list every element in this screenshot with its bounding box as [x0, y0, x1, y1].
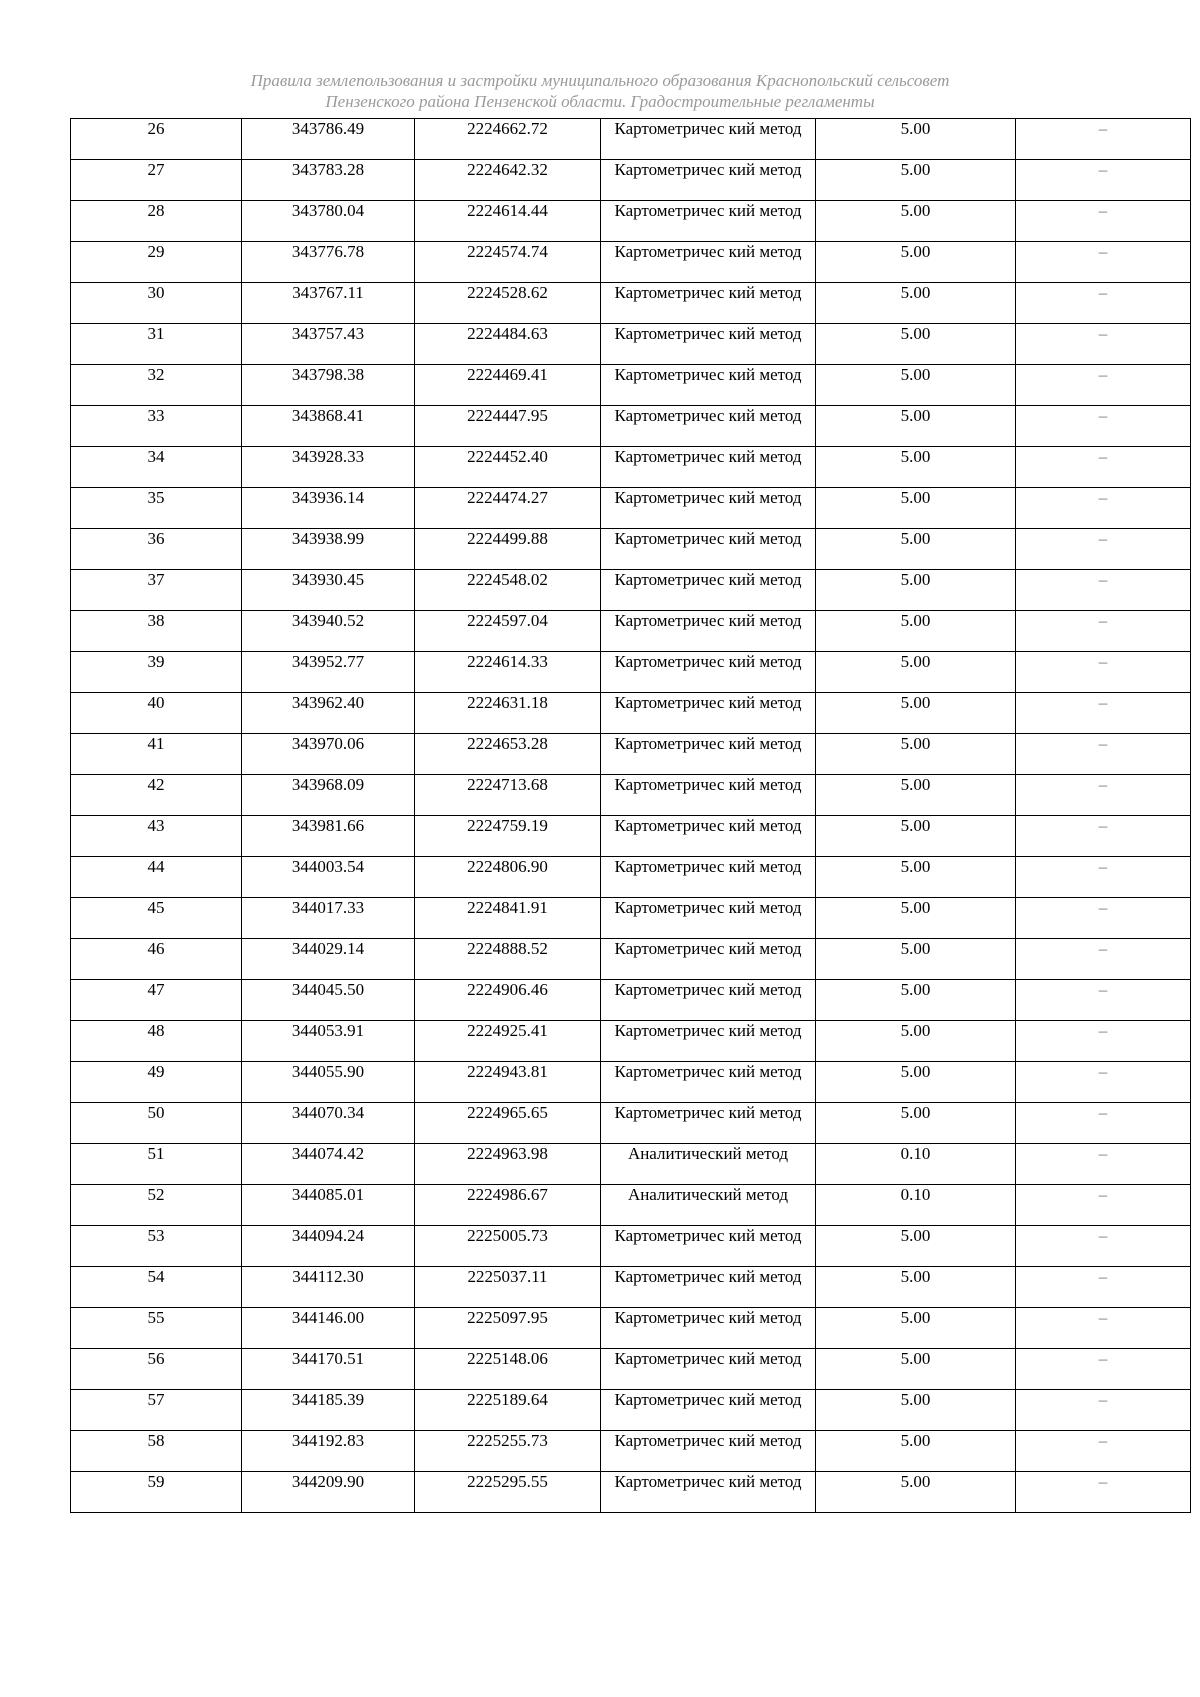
table-row — [71, 1185, 1191, 1226]
y-coordinate-cell: 2225189.64 — [415, 1390, 601, 1431]
x-coordinate-cell: 344085.01 — [242, 1185, 415, 1226]
accuracy-cell: 5.00 — [816, 1021, 1016, 1062]
table-row — [71, 529, 1191, 570]
point-number-cell: 27 — [71, 160, 242, 201]
table-row — [71, 652, 1191, 693]
accuracy-cell: 5.00 — [816, 242, 1016, 283]
note-cell: – — [1016, 939, 1191, 980]
x-coordinate-cell: 343928.33 — [242, 447, 415, 488]
table-row — [71, 857, 1191, 898]
method-cell: Картометричес кий метод — [601, 406, 816, 447]
method-cell: Картометричес кий метод — [601, 488, 816, 529]
y-coordinate-cell: 2224906.46 — [415, 980, 601, 1021]
y-coordinate-cell: 2224528.62 — [415, 283, 601, 324]
method-cell: Картометричес кий метод — [601, 160, 816, 201]
x-coordinate-cell: 344094.24 — [242, 1226, 415, 1267]
x-coordinate-cell: 343981.66 — [242, 816, 415, 857]
note-cell: – — [1016, 857, 1191, 898]
note-cell: – — [1016, 447, 1191, 488]
method-cell: Картометричес кий метод — [601, 1308, 816, 1349]
accuracy-cell: 5.00 — [816, 447, 1016, 488]
x-coordinate-cell: 344003.54 — [242, 857, 415, 898]
note-cell: – — [1016, 775, 1191, 816]
accuracy-cell: 5.00 — [816, 324, 1016, 365]
method-cell: Картометричес кий метод — [601, 324, 816, 365]
accuracy-cell: 5.00 — [816, 570, 1016, 611]
accuracy-cell: 5.00 — [816, 1226, 1016, 1267]
y-coordinate-cell: 2224963.98 — [415, 1144, 601, 1185]
x-coordinate-cell: 343968.09 — [242, 775, 415, 816]
table-row — [71, 119, 1191, 160]
point-number-cell: 56 — [71, 1349, 242, 1390]
method-cell: Картометричес кий метод — [601, 1431, 816, 1472]
y-coordinate-cell: 2224965.65 — [415, 1103, 601, 1144]
x-coordinate-cell: 343776.78 — [242, 242, 415, 283]
y-coordinate-cell: 2224631.18 — [415, 693, 601, 734]
x-coordinate-cell: 343940.52 — [242, 611, 415, 652]
accuracy-cell: 5.00 — [816, 1308, 1016, 1349]
method-cell: Картометричес кий метод — [601, 1390, 816, 1431]
method-cell: Картометричес кий метод — [601, 816, 816, 857]
point-number-cell: 46 — [71, 939, 242, 980]
note-cell: – — [1016, 1021, 1191, 1062]
x-coordinate-cell: 344053.91 — [242, 1021, 415, 1062]
method-cell: Картометричес кий метод — [601, 1349, 816, 1390]
method-cell: Картометричес кий метод — [601, 242, 816, 283]
accuracy-cell: 5.00 — [816, 898, 1016, 939]
y-coordinate-cell: 2224597.04 — [415, 611, 601, 652]
point-number-cell: 48 — [71, 1021, 242, 1062]
accuracy-cell: 5.00 — [816, 1062, 1016, 1103]
table-row — [71, 693, 1191, 734]
y-coordinate-cell: 2224986.67 — [415, 1185, 601, 1226]
accuracy-cell: 5.00 — [816, 652, 1016, 693]
note-cell: – — [1016, 488, 1191, 529]
note-cell: – — [1016, 1062, 1191, 1103]
method-cell: Картометричес кий метод — [601, 611, 816, 652]
note-cell: – — [1016, 1226, 1191, 1267]
point-number-cell: 36 — [71, 529, 242, 570]
table-row — [71, 980, 1191, 1021]
table-row — [71, 1390, 1191, 1431]
method-cell: Картометричес кий метод — [601, 201, 816, 242]
table-row — [71, 447, 1191, 488]
method-cell: Картометричес кий метод — [601, 1226, 816, 1267]
method-cell: Аналитический метод — [601, 1144, 816, 1185]
table-row — [71, 611, 1191, 652]
point-number-cell: 43 — [71, 816, 242, 857]
point-number-cell: 40 — [71, 693, 242, 734]
method-cell: Картометричес кий метод — [601, 119, 816, 160]
accuracy-cell: 0.10 — [816, 1185, 1016, 1226]
y-coordinate-cell: 2224806.90 — [415, 857, 601, 898]
note-cell: – — [1016, 611, 1191, 652]
method-cell: Картометричес кий метод — [601, 693, 816, 734]
point-number-cell: 35 — [71, 488, 242, 529]
accuracy-cell: 5.00 — [816, 775, 1016, 816]
x-coordinate-cell: 344045.50 — [242, 980, 415, 1021]
method-cell: Аналитический метод — [601, 1185, 816, 1226]
y-coordinate-cell: 2224474.27 — [415, 488, 601, 529]
point-number-cell: 39 — [71, 652, 242, 693]
note-cell: – — [1016, 1431, 1191, 1472]
x-coordinate-cell: 344185.39 — [242, 1390, 415, 1431]
x-coordinate-cell: 343970.06 — [242, 734, 415, 775]
y-coordinate-cell: 2224452.40 — [415, 447, 601, 488]
x-coordinate-cell: 343962.40 — [242, 693, 415, 734]
y-coordinate-cell: 2225097.95 — [415, 1308, 601, 1349]
method-cell: Картометричес кий метод — [601, 570, 816, 611]
accuracy-cell: 5.00 — [816, 1431, 1016, 1472]
note-cell: – — [1016, 283, 1191, 324]
page-header — [0, 70, 1200, 112]
table-row — [71, 242, 1191, 283]
x-coordinate-cell: 344029.14 — [242, 939, 415, 980]
table-row — [71, 1103, 1191, 1144]
x-coordinate-cell: 344146.00 — [242, 1308, 415, 1349]
point-number-cell: 29 — [71, 242, 242, 283]
note-cell: – — [1016, 201, 1191, 242]
y-coordinate-cell: 2224614.44 — [415, 201, 601, 242]
y-coordinate-cell: 2224888.52 — [415, 939, 601, 980]
x-coordinate-cell: 343798.38 — [242, 365, 415, 406]
table-row — [71, 488, 1191, 529]
table-row — [71, 816, 1191, 857]
accuracy-cell: 5.00 — [816, 1103, 1016, 1144]
point-number-cell: 55 — [71, 1308, 242, 1349]
table-row — [71, 1144, 1191, 1185]
accuracy-cell: 5.00 — [816, 529, 1016, 570]
note-cell: – — [1016, 119, 1191, 160]
table-row — [71, 201, 1191, 242]
accuracy-cell: 5.00 — [816, 119, 1016, 160]
note-cell: – — [1016, 898, 1191, 939]
table-row — [71, 365, 1191, 406]
note-cell: – — [1016, 816, 1191, 857]
y-coordinate-cell: 2224469.41 — [415, 365, 601, 406]
y-coordinate-cell: 2224925.41 — [415, 1021, 601, 1062]
accuracy-cell: 5.00 — [816, 857, 1016, 898]
note-cell: – — [1016, 1103, 1191, 1144]
accuracy-cell: 5.00 — [816, 283, 1016, 324]
point-number-cell: 30 — [71, 283, 242, 324]
note-cell: – — [1016, 406, 1191, 447]
table-row — [71, 775, 1191, 816]
method-cell: Картометричес кий метод — [601, 1103, 816, 1144]
x-coordinate-cell: 343938.99 — [242, 529, 415, 570]
x-coordinate-cell: 343936.14 — [242, 488, 415, 529]
accuracy-cell: 5.00 — [816, 406, 1016, 447]
accuracy-cell: 5.00 — [816, 1267, 1016, 1308]
note-cell: – — [1016, 160, 1191, 201]
x-coordinate-cell: 344170.51 — [242, 1349, 415, 1390]
x-coordinate-cell: 344074.42 — [242, 1144, 415, 1185]
table-row — [71, 1472, 1191, 1513]
note-cell: – — [1016, 652, 1191, 693]
x-coordinate-cell: 344055.90 — [242, 1062, 415, 1103]
note-cell: – — [1016, 1185, 1191, 1226]
accuracy-cell: 5.00 — [816, 201, 1016, 242]
note-cell: – — [1016, 1390, 1191, 1431]
x-coordinate-cell: 343783.28 — [242, 160, 415, 201]
table-row — [71, 1021, 1191, 1062]
table-row — [71, 1431, 1191, 1472]
point-number-cell: 58 — [71, 1431, 242, 1472]
accuracy-cell: 5.00 — [816, 816, 1016, 857]
accuracy-cell: 5.00 — [816, 1390, 1016, 1431]
x-coordinate-cell: 343780.04 — [242, 201, 415, 242]
point-number-cell: 38 — [71, 611, 242, 652]
coordinates-table-body — [71, 119, 1191, 1513]
note-cell: – — [1016, 242, 1191, 283]
point-number-cell: 26 — [71, 119, 242, 160]
y-coordinate-cell: 2225148.06 — [415, 1349, 601, 1390]
y-coordinate-cell: 2224642.32 — [415, 160, 601, 201]
table-row — [71, 1308, 1191, 1349]
y-coordinate-cell: 2224499.88 — [415, 529, 601, 570]
point-number-cell: 49 — [71, 1062, 242, 1103]
accuracy-cell: 5.00 — [816, 734, 1016, 775]
note-cell: – — [1016, 1308, 1191, 1349]
note-cell: – — [1016, 324, 1191, 365]
point-number-cell: 51 — [71, 1144, 242, 1185]
point-number-cell: 52 — [71, 1185, 242, 1226]
x-coordinate-cell: 344192.83 — [242, 1431, 415, 1472]
method-cell: Картометричес кий метод — [601, 283, 816, 324]
table-row — [71, 1226, 1191, 1267]
point-number-cell: 50 — [71, 1103, 242, 1144]
accuracy-cell: 5.00 — [816, 693, 1016, 734]
y-coordinate-cell: 2224574.74 — [415, 242, 601, 283]
x-coordinate-cell: 343930.45 — [242, 570, 415, 611]
y-coordinate-cell: 2224943.81 — [415, 1062, 601, 1103]
accuracy-cell: 5.00 — [816, 1472, 1016, 1513]
point-number-cell: 53 — [71, 1226, 242, 1267]
table-row — [71, 1349, 1191, 1390]
method-cell: Картометричес кий метод — [601, 857, 816, 898]
table-row — [71, 1062, 1191, 1103]
note-cell: – — [1016, 980, 1191, 1021]
point-number-cell: 44 — [71, 857, 242, 898]
y-coordinate-cell: 2224759.19 — [415, 816, 601, 857]
point-number-cell: 57 — [71, 1390, 242, 1431]
y-coordinate-cell: 2224713.68 — [415, 775, 601, 816]
note-cell: – — [1016, 734, 1191, 775]
method-cell: Картометричес кий метод — [601, 1472, 816, 1513]
table-row — [71, 406, 1191, 447]
table-row — [71, 939, 1191, 980]
accuracy-cell: 5.00 — [816, 365, 1016, 406]
table-row — [71, 570, 1191, 611]
point-number-cell: 31 — [71, 324, 242, 365]
point-number-cell: 33 — [71, 406, 242, 447]
table-row — [71, 160, 1191, 201]
table-row — [71, 324, 1191, 365]
header-line-2: Пензенского района Пензенской области. Градостроительные регламенты — [325, 92, 875, 111]
accuracy-cell: 5.00 — [816, 939, 1016, 980]
point-number-cell: 37 — [71, 570, 242, 611]
method-cell: Картометричес кий метод — [601, 775, 816, 816]
x-coordinate-cell: 344017.33 — [242, 898, 415, 939]
x-coordinate-cell: 343757.43 — [242, 324, 415, 365]
point-number-cell: 28 — [71, 201, 242, 242]
note-cell: – — [1016, 1267, 1191, 1308]
x-coordinate-cell: 344209.90 — [242, 1472, 415, 1513]
method-cell: Картометричес кий метод — [601, 980, 816, 1021]
point-number-cell: 41 — [71, 734, 242, 775]
point-number-cell: 59 — [71, 1472, 242, 1513]
y-coordinate-cell: 2224614.33 — [415, 652, 601, 693]
y-coordinate-cell: 2224484.63 — [415, 324, 601, 365]
table-row — [71, 1267, 1191, 1308]
y-coordinate-cell: 2224841.91 — [415, 898, 601, 939]
accuracy-cell: 5.00 — [816, 611, 1016, 652]
method-cell: Картометричес кий метод — [601, 939, 816, 980]
point-number-cell: 42 — [71, 775, 242, 816]
x-coordinate-cell: 344112.30 — [242, 1267, 415, 1308]
note-cell: – — [1016, 529, 1191, 570]
point-number-cell: 32 — [71, 365, 242, 406]
note-cell: – — [1016, 693, 1191, 734]
note-cell: – — [1016, 1472, 1191, 1513]
y-coordinate-cell: 2225005.73 — [415, 1226, 601, 1267]
y-coordinate-cell: 2224662.72 — [415, 119, 601, 160]
note-cell: – — [1016, 570, 1191, 611]
accuracy-cell: 0.10 — [816, 1144, 1016, 1185]
header-line-1: Правила землепользования и застройки муниципального образования Краснопольский сельсовет — [250, 71, 950, 90]
table-row — [71, 734, 1191, 775]
y-coordinate-cell: 2225295.55 — [415, 1472, 601, 1513]
x-coordinate-cell: 343952.77 — [242, 652, 415, 693]
y-coordinate-cell: 2224548.02 — [415, 570, 601, 611]
method-cell: Картометричес кий метод — [601, 529, 816, 570]
method-cell: Картометричес кий метод — [601, 734, 816, 775]
accuracy-cell: 5.00 — [816, 488, 1016, 529]
table-row — [71, 898, 1191, 939]
point-number-cell: 45 — [71, 898, 242, 939]
y-coordinate-cell: 2224653.28 — [415, 734, 601, 775]
note-cell: – — [1016, 1144, 1191, 1185]
accuracy-cell: 5.00 — [816, 980, 1016, 1021]
method-cell: Картометричес кий метод — [601, 365, 816, 406]
accuracy-cell: 5.00 — [816, 1349, 1016, 1390]
method-cell: Картометричес кий метод — [601, 1267, 816, 1308]
y-coordinate-cell: 2225255.73 — [415, 1431, 601, 1472]
point-number-cell: 47 — [71, 980, 242, 1021]
coordinates-table — [70, 118, 1191, 1513]
point-number-cell: 34 — [71, 447, 242, 488]
note-cell: – — [1016, 1349, 1191, 1390]
x-coordinate-cell: 343786.49 — [242, 119, 415, 160]
accuracy-cell: 5.00 — [816, 160, 1016, 201]
x-coordinate-cell: 343868.41 — [242, 406, 415, 447]
point-number-cell: 54 — [71, 1267, 242, 1308]
method-cell: Картометричес кий метод — [601, 1062, 816, 1103]
y-coordinate-cell: 2225037.11 — [415, 1267, 601, 1308]
x-coordinate-cell: 343767.11 — [242, 283, 415, 324]
table-row — [71, 283, 1191, 324]
x-coordinate-cell: 344070.34 — [242, 1103, 415, 1144]
y-coordinate-cell: 2224447.95 — [415, 406, 601, 447]
method-cell: Картометричес кий метод — [601, 898, 816, 939]
method-cell: Картометричес кий метод — [601, 652, 816, 693]
note-cell: – — [1016, 365, 1191, 406]
method-cell: Картометричес кий метод — [601, 1021, 816, 1062]
method-cell: Картометричес кий метод — [601, 447, 816, 488]
